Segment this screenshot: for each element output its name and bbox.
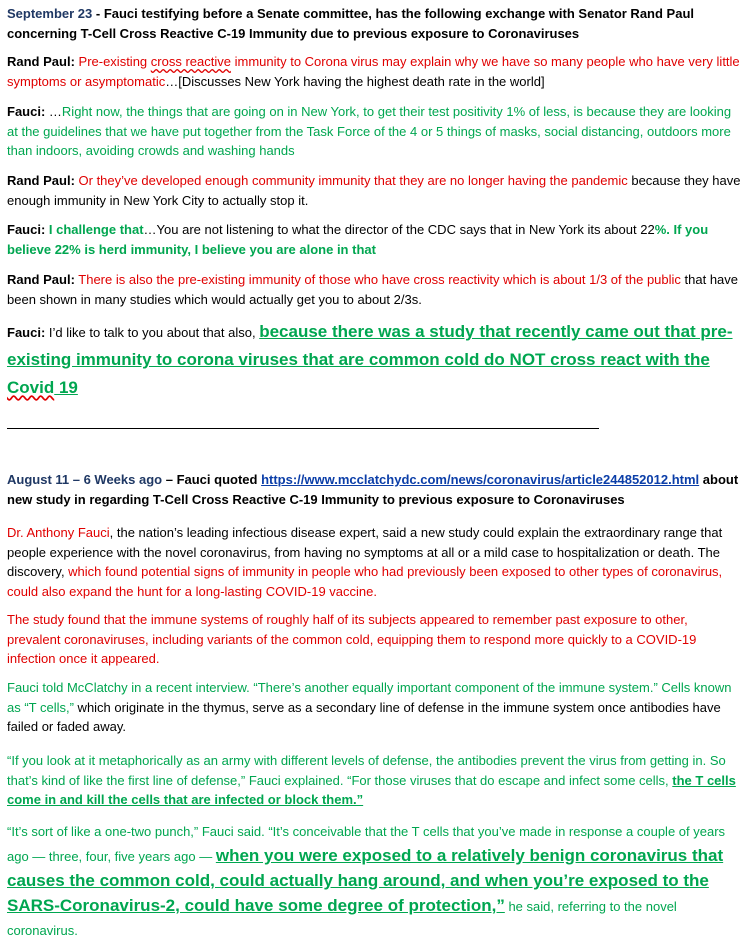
quote-text: %. If you believe 22% is herd immunity, I believe you are alone in that (7, 222, 709, 257)
speaker-label: Rand Paul: (7, 272, 75, 287)
body-text: that have been shown in many studies which would actually get you to about 2/3s. (7, 272, 739, 307)
speaker-label: Fauci: (7, 104, 46, 119)
speaker-label: Rand Paul: (7, 173, 75, 188)
heading-text: - Fauci testifying before a Senate committee, has the following exchange with Senator Rand Paul concerning T-Cell Cross Reactive C-19 Immunity due to previous exposure to Coronaviruses (7, 6, 694, 41)
quote-text: Or they’ve developed enough community immunity that they are no longer having the pandemic (74, 173, 628, 188)
body-text: because they have enough immunity in New York City to actually stop it. (7, 173, 741, 208)
speaker-label: Rand Paul: (7, 54, 75, 69)
highlight-text: which found potential signs of immunity in people who had previously been exposed to other types of coronavirus, could also expand the hunt for a long-lasting COVID-19 vaccine. (7, 564, 723, 599)
exchange-paragraph (7, 220, 742, 259)
body-text: … (45, 104, 62, 119)
article-paragraph (7, 523, 742, 601)
body-text: …You are not listening to what the director of the CDC says that in New York its about 22 (143, 222, 655, 237)
body-text: which originate in the thymus, serve as a secondary line of defense in the immune system once antibodies have failed or faded away. (7, 699, 721, 734)
exchange-paragraph (7, 270, 742, 309)
article-link[interactable]: https://www.mcclatchydc.com/news/coronavirus/article244852012.html (261, 472, 700, 487)
section-heading-september (7, 4, 742, 43)
quote-text: Fauci told McClatchy in a recent interview. “There’s another equally important component of the immune system.” Cells known as “T cells,” (7, 680, 732, 715)
exchange-paragraph (7, 52, 742, 91)
person-name: Dr. Anthony Fauci (7, 525, 110, 540)
article-paragraph (7, 820, 742, 943)
article-paragraph: The study found that the immune systems of roughly half of its subjects appeared to remember past exposure to other, prevalent coronaviruses, including variants of the common cold, equipping them to respond more quickly to a COVID-19 infection once it appeared. (7, 612, 697, 666)
speaker-label: Fauci: (7, 222, 46, 237)
exchange-paragraph (7, 171, 742, 210)
quote-text: “It’s sort of like a one-two punch,” Fauci said. “It’s conceivable that the T cells that you’ve made in response a couple of years ago — three, four, five years ago — (7, 824, 726, 864)
body-text: …[Discusses New York having the highest death rate in the world] (165, 73, 545, 89)
date-august: August 11 (7, 472, 70, 487)
body-text: , the nation’s leading infectious disease expert, said a new study could explain the extraordinary range that people experience with the novel coronavirus, from having no symptoms at all or a mild case to hospitalization or death. The discovery, (7, 525, 723, 579)
emphasis-text: 19 (54, 378, 78, 397)
spellcheck-text: Covid (7, 378, 55, 397)
quote-text: There is also the pre-existing immunity of those who have cross reactivity which is about 1/3 of the public (74, 272, 681, 287)
horizontal-divider (7, 428, 599, 429)
heading-text: about new study in regarding T-Cell Cross Reactive C-19 Immunity to previous exposure to Coronaviruses (7, 472, 739, 507)
exchange-paragraph (7, 318, 742, 402)
heading-text: – Fauci quoted (162, 472, 262, 487)
quote-text: Pre-existing (74, 54, 151, 69)
article-paragraph (7, 678, 742, 737)
section-heading-august (7, 470, 742, 509)
quote-text: he said, referring to the novel coronavirus. (7, 899, 677, 938)
date-september: September 23 (7, 6, 93, 21)
weeks-ago: – 6 Weeks ago (69, 472, 163, 487)
quote-text: I challenge that (45, 222, 144, 237)
quote-text: Right now, the things that are going on in New York, to get their test positivity 1% of less, is because they are looking at the guidelines that we have put together from the Task Force of the 4 or 5 things of masks, social distancing, outdoors more than indoors, avoiding crowds and washing hands (7, 104, 732, 158)
article-paragraph (7, 751, 742, 810)
speaker-label: Fauci: (7, 325, 46, 340)
quote-text: immunity to Corona virus may explain why we have so many people who have very little symptoms or asymptomatic (7, 54, 740, 89)
emphasis-text: when you were exposed to a relatively benign coronavirus that causes the common cold, could actually hang around, and when you’re exposed to the SARS-Coronavirus-2, could have some degree of protection,” (7, 846, 724, 915)
quote-text: “If you look at it metaphorically as an army with different levels of defense, the antibodies prevent the virus from getting in. So that’s kind of like the first line of defense,” Fauci explained. “For those viruses that do escape and infect some cells, (7, 753, 726, 788)
emphasis-text: because there was a study that recently came out that pre-existing immunity to corona viruses that are common cold do NOT cross react with the (7, 322, 733, 369)
spellcheck-text: cross reactive (150, 54, 231, 69)
exchange-paragraph (7, 102, 742, 161)
emphasis-text: the T cells come in and kill the cells that are infected or block them.” (7, 772, 736, 807)
body-text: I’d like to talk to you about that also, (45, 325, 260, 340)
